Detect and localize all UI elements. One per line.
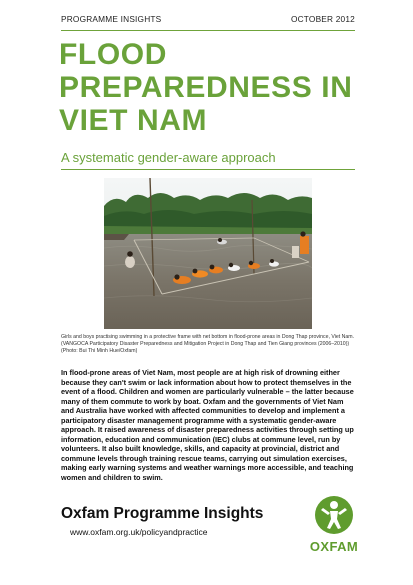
oxfam-logo-mark xyxy=(305,495,363,539)
photo-caption: Girls and boys practising swimming in a protective frame with net bottom in flood-prone areas in Dong Thap province, Viet Nam. (VANGOCA Participatory Disaster Preparedness and Mitigation Project in Dong Thap and Tien Giang provinces (2006–2010)) (Photo: Bui Thi Minh Hue/Oxfam) xyxy=(61,334,355,355)
cover-photo xyxy=(104,178,312,329)
cover-photo-illustration xyxy=(104,178,312,329)
footer-title: Oxfam Programme Insights xyxy=(61,505,264,522)
oxfam-wordmark: OXFAM xyxy=(309,539,359,554)
header-bar xyxy=(61,14,355,26)
title-line-1: FLOOD xyxy=(59,38,167,71)
title-line-2: PREPAREDNESS IN xyxy=(59,71,353,104)
page-title xyxy=(59,38,359,137)
footer-url[interactable]: www.oxfam.org.uk/policyandpractice xyxy=(70,527,208,537)
oxfam-logo xyxy=(305,495,363,555)
summary-text: In flood-prone areas of Viet Nam, most people are at high risk of drowning either because they can't swim or lack information about how to protect themselves in the event of a flood. Children and women are particularly vulnerable – the latter because many of them commute to work by boat. Oxfam and the governments of Viet Nam and Australia have worked with affected communities to develop and implement a participatory disaster management programme with a systematic gender-aware approach. It raised awareness of disaster preparedness activities through setting up information, education and communication (IEC) clubs at commune level, run by volunteers. It also built knowledge, skills, and capacity at provincial, district and commune levels through training rescue teams, carrying out simulation exercises, making early warning systems and weather warnings more accessible, and teaching women and children to swim. xyxy=(61,368,354,482)
header-divider xyxy=(61,30,355,31)
subtitle-divider xyxy=(61,169,355,170)
publication-date: OCTOBER 2012 xyxy=(290,14,355,24)
series-label: PROGRAMME INSIGHTS xyxy=(61,14,162,24)
title-line-3: VIET NAM xyxy=(59,104,208,137)
subtitle: A systematic gender-aware approach xyxy=(61,150,276,165)
